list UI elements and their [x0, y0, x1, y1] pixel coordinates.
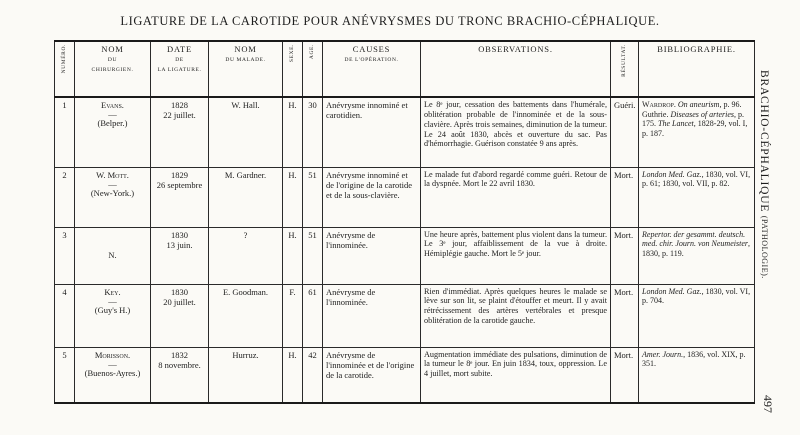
surgeon-cell: Key. — (Guy's H.) — [75, 284, 151, 347]
row-number: 5 — [55, 347, 75, 403]
surgeon-place: (New-York.) — [90, 187, 135, 198]
sex: H. — [283, 97, 303, 167]
header-bibliographie: BIBLIOGRAPHIE. — [639, 41, 755, 97]
result: Mort. — [611, 167, 639, 227]
patient-name: ? — [209, 227, 283, 284]
header-numero: NUMÉRO. — [55, 41, 75, 97]
cause: Anévrysme de l'innominée. — [323, 284, 421, 347]
ligature-table — [54, 40, 755, 404]
observations: Rien d'immédiat. Après quelques heures le malade se lève sur son lit, se plaint d'étouffer et meurt. Il y avait rétrécissement des artères vertébrales et presque oblitération de la carotide gauche. — [421, 284, 611, 347]
row-number: 1 — [55, 97, 75, 167]
patient-name: M. Gardner. — [209, 167, 283, 227]
header-age: AGE. — [303, 41, 323, 97]
header-resultat: RÉSULTAT. — [611, 41, 639, 97]
result: Mort. — [611, 227, 639, 284]
age: 61 — [303, 284, 323, 347]
bibliography: London Med. Gaz., 1830, vol. VI, p. 61; 1830, vol. VII, p. 82. — [639, 167, 755, 227]
observations: Augmentation immédiate des pulsations, diminution de la tumeur le 8ᵉ jour. En juin 1834, toux, oppression. Le 4 juillet, mort subite. — [421, 347, 611, 403]
cause: Anévrysme de l'innominée et de l'origine de la carotide. — [323, 347, 421, 403]
observations: Le malade fut d'abord regardé comme guéri. Retour de la dyspnée. Mort le 22 avril 1830. — [421, 167, 611, 227]
surgeon-place: (Buenos-Ayres.) — [84, 367, 141, 378]
header-malade: NOM DU MALADE. — [209, 41, 283, 97]
sex: H. — [283, 227, 303, 284]
surgeon-cell — [75, 227, 151, 284]
observations: Une heure après, battement plus violent dans la tumeur. Le 3ᵉ jour, affaiblissement de la vue à droite. Hémiplégie gauche. Mort le 5ᵉ jour. — [421, 227, 611, 284]
sex: H. — [283, 167, 303, 227]
surgeon-place: (Belper.) — [97, 118, 128, 129]
bibliography: Wardrop. On aneurism, p. 96. Guthrie. Diseases of arteries, p. 175. The Lancet, 1828-29, vol. I, p. 187. — [639, 97, 755, 167]
patient-name: W. Hall. — [209, 97, 283, 167]
patient-name: E. Goodman. — [209, 284, 283, 347]
bibliography: Amer. Journ., 1836, vol. XIX, p. 351. — [639, 347, 755, 403]
cause: Anévrysme innominé et carotidien. — [323, 97, 421, 167]
observations: Le 8ᵉ jour, cessation des battements dans l'humérale, oblitération probable de l'innominée et de la sous-clavière. Après trois semaines, diminution de la tumeur. Le 24 août 1830, abcès et ouverture du sac. Pas d'hémorrhagie. Guérison constatée 9 ans après. — [421, 97, 611, 167]
cause: Anévrysme innominé et de l'origine de la carotide et de la sous-clavière. — [323, 167, 421, 227]
row-number: 4 — [55, 284, 75, 347]
patient-name: Hurruz. — [209, 347, 283, 403]
side-running-head — [758, 70, 788, 340]
date-cell: 1830 13 juin. — [151, 227, 209, 284]
surgeon-cell: W. Mott. — (New-York.) — [75, 167, 151, 227]
table-row — [55, 347, 755, 403]
row-number: 3 — [55, 227, 75, 284]
header-row — [55, 41, 755, 97]
surgeon-cell: Morisson. — (Buenos-Ayres.) — [75, 347, 151, 403]
date-cell: 1830 20 juillet. — [151, 284, 209, 347]
result: Mort. — [611, 347, 639, 403]
header-chirurgien: NOM DU CHIRURGIEN. — [75, 41, 151, 97]
header-date: DATE DE LA LIGATURE. — [151, 41, 209, 97]
bibliography: London Med. Gaz., 1830, vol. VI, p. 704. — [639, 284, 755, 347]
sex: F. — [283, 284, 303, 347]
header-causes: CAUSES DE L'OPÉRATION. — [323, 41, 421, 97]
age: 42 — [303, 347, 323, 403]
table-row — [55, 284, 755, 347]
surgeon-name: W. Mott. — [96, 169, 129, 180]
result: Mort. — [611, 284, 639, 347]
surgeon-name: Key. — [104, 286, 121, 297]
surgeon-name: N. — [108, 250, 117, 261]
table-row — [55, 97, 755, 167]
cause: Anévrysme de l'innominée. — [323, 227, 421, 284]
table-row — [55, 167, 755, 227]
age: 51 — [303, 167, 323, 227]
row-number: 2 — [55, 167, 75, 227]
sex: H. — [283, 347, 303, 403]
side-subtitle: (PATHOLOGIE). — [760, 215, 769, 279]
table-row — [55, 227, 755, 284]
header-sexe: SEXE. — [283, 41, 303, 97]
date-cell: 1832 8 novembre. — [151, 347, 209, 403]
header-observations: OBSERVATIONS. — [421, 41, 611, 97]
result: Guéri. — [611, 97, 639, 167]
page-number: 497 — [761, 395, 775, 413]
surgeon-place: (Guy's H.) — [94, 304, 131, 315]
age: 30 — [303, 97, 323, 167]
side-title: BRACHIO-CÉPHALIQUE — [758, 70, 770, 213]
surgeon-name: Evans. — [101, 100, 124, 110]
age: 51 — [303, 227, 323, 284]
date-cell: 1829 26 septembre — [151, 167, 209, 227]
page-title: LIGATURE DE LA CAROTIDE POUR ANÉVRYSMES DU TRONC BRACHIO-CÉPHALIQUE. — [120, 13, 660, 28]
surgeon-cell: Evans. — (Belper.) — [75, 97, 151, 167]
bibliography: Repertor. der gesammt. deutsch. med. chir. Journ. von Neumeister, 1830, p. 119. — [639, 227, 755, 284]
date-cell: 1828 22 juillet. — [151, 97, 209, 167]
surgeon-name: Morisson. — [94, 349, 131, 360]
